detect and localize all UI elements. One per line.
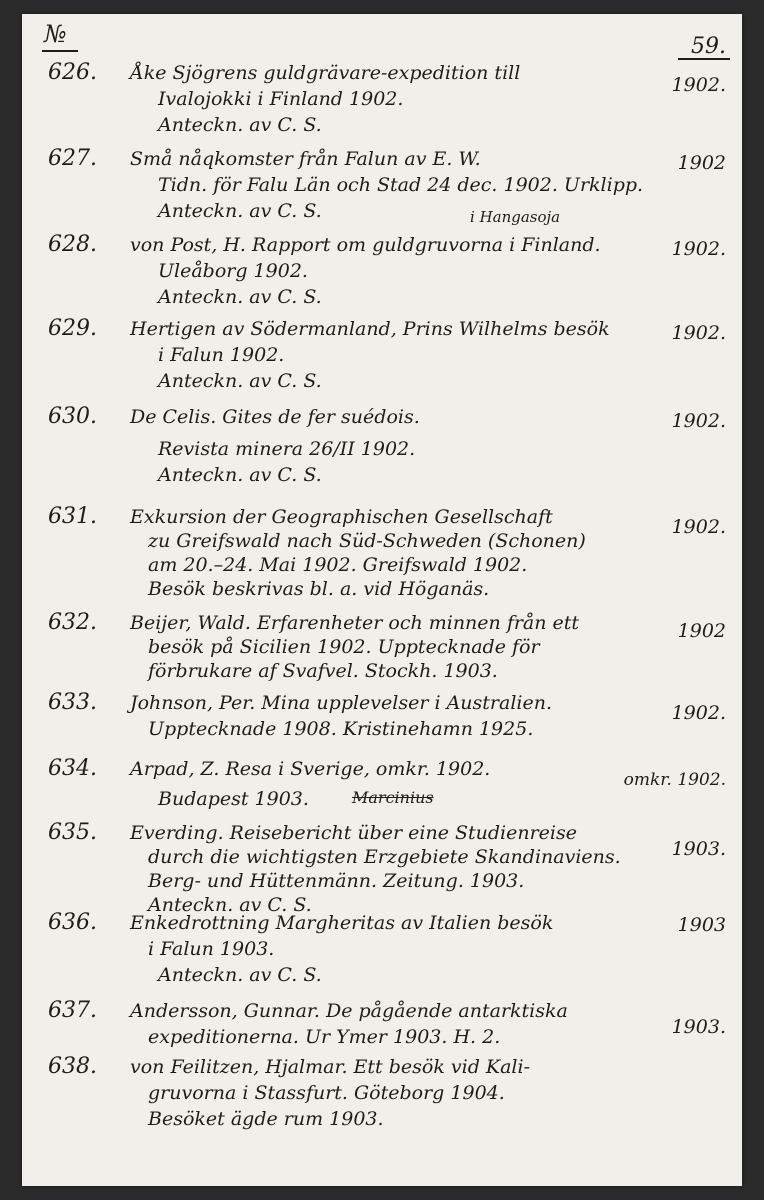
entry-line: Besök beskrivas bl. a. vid Höganäs. <box>148 578 490 600</box>
header-underline <box>42 50 78 52</box>
entry-line: Anteckn. av C. S. <box>158 200 322 222</box>
entry-year: 1902. <box>671 74 726 96</box>
entry-number: 629. <box>48 316 97 341</box>
entry-line: Upptecknade 1908. Kristinehamn 1925. <box>148 718 534 740</box>
entry-year: 1902. <box>671 410 726 432</box>
entry-line: Små nåqkomster från Falun av E. W. <box>130 148 481 170</box>
entry-year: 1902. <box>671 322 726 344</box>
entry-line: Anteckn. av C. S. <box>148 894 312 916</box>
entry-line: gruvorna i Stassfurt. Göteborg 1904. <box>148 1082 505 1104</box>
entry-line: förbrukare af Svafvel. Stockh. 1903. <box>148 660 498 682</box>
entry-number: 627. <box>48 146 97 171</box>
entry-year: 1903 <box>677 914 726 936</box>
entry-number: 638. <box>48 1054 97 1079</box>
entry-line: i Falun 1902. <box>158 344 285 366</box>
entry-line: Johnson, Per. Mina upplevelser i Australien. <box>130 692 553 714</box>
entry-insertion: i Hangasoja <box>470 208 561 226</box>
entry-line: von Feilitzen, Hjalmar. Ett besök vid Kali- <box>130 1056 530 1078</box>
entry-line: Anteckn. av C. S. <box>158 964 322 986</box>
entry-line: Tidn. för Falu Län och Stad 24 dec. 1902. Urklipp. <box>158 174 644 196</box>
entry-line: von Post, H. Rapport om guldgruvorna i Finland. <box>130 234 601 256</box>
entry-line: Revista minera 26/II 1902. <box>158 438 416 460</box>
entry-line: Anteckn. av C. S. <box>158 286 322 308</box>
entry-line: Arpad, Z. Resa i Sverige, omkr. 1902. <box>130 758 491 780</box>
entry-number: 631. <box>48 504 97 529</box>
entry-year: 1902. <box>671 702 726 724</box>
entry-line: Andersson, Gunnar. De pågående antarktiska <box>130 1000 568 1022</box>
entry-year: omkr. 1902. <box>623 770 726 790</box>
entry-number: 626. <box>48 60 97 85</box>
entry-line: durch die wichtigsten Erzgebiete Skandinaviens. <box>148 846 621 868</box>
entry-number: 633. <box>48 690 97 715</box>
entry-number: 630. <box>48 404 97 429</box>
page-number: 59. <box>691 34 726 59</box>
entry-number: 634. <box>48 756 97 781</box>
entry-line: Anteckn. av C. S. <box>158 370 322 392</box>
entry-year: 1903. <box>671 838 726 860</box>
entry-line: zu Greifswald nach Süd-Schweden (Schonen) <box>148 530 586 552</box>
entry-number: 635. <box>48 820 97 845</box>
entry-line: Besöket ägde rum 1903. <box>148 1108 384 1130</box>
entry-year: 1902. <box>671 238 726 260</box>
number-sign-header: № <box>44 20 67 48</box>
entry-number: 628. <box>48 232 97 257</box>
entry-line: Ivalojokki i Finland 1902. <box>158 88 404 110</box>
entry-line: Hertigen av Södermanland, Prins Wilhelms besök <box>130 318 610 340</box>
entry-line: Uleåborg 1902. <box>158 260 308 282</box>
entry-year: 1902 <box>677 152 726 174</box>
page-number-underline <box>678 58 730 60</box>
entry-line: Åke Sjögrens guldgrävare-expedition till <box>130 62 521 84</box>
entry-year: 1902 <box>677 620 726 642</box>
entry-year: 1902. <box>671 516 726 538</box>
entry-line: Budapest 1903. <box>158 788 309 810</box>
entry-line: De Celis. Gites de fer suédois. <box>130 406 420 428</box>
entry-number: 632. <box>48 610 97 635</box>
entry-line: i Falun 1903. <box>148 938 275 960</box>
entry-line: besök på Sicilien 1902. Upptecknade för <box>148 636 540 658</box>
entry-line: Everding. Reisebericht über eine Studienreise <box>130 822 578 844</box>
entry-line: Anteckn. av C. S. <box>158 114 322 136</box>
entry-year: 1903. <box>671 1016 726 1038</box>
struck-text: Marcinius <box>352 788 434 807</box>
entry-line: Berg- und Hüttenmänn. Zeitung. 1903. <box>148 870 525 892</box>
entry-line: Beijer, Wald. Erfarenheter och minnen från ett <box>130 612 580 634</box>
entry-line: am 20.–24. Mai 1902. Greifswald 1902. <box>148 554 528 576</box>
entry-number: 637. <box>48 998 97 1023</box>
entry-line: Exkursion der Geographischen Gesellschaft <box>130 506 553 528</box>
entry-number: 636. <box>48 910 97 935</box>
entry-line: Anteckn. av C. S. <box>158 464 322 486</box>
entry-line: Enkedrottning Margheritas av Italien besök <box>130 912 554 934</box>
catalog-page <box>22 14 742 1186</box>
entry-line: expeditionerna. Ur Ymer 1903. H. 2. <box>148 1026 501 1048</box>
